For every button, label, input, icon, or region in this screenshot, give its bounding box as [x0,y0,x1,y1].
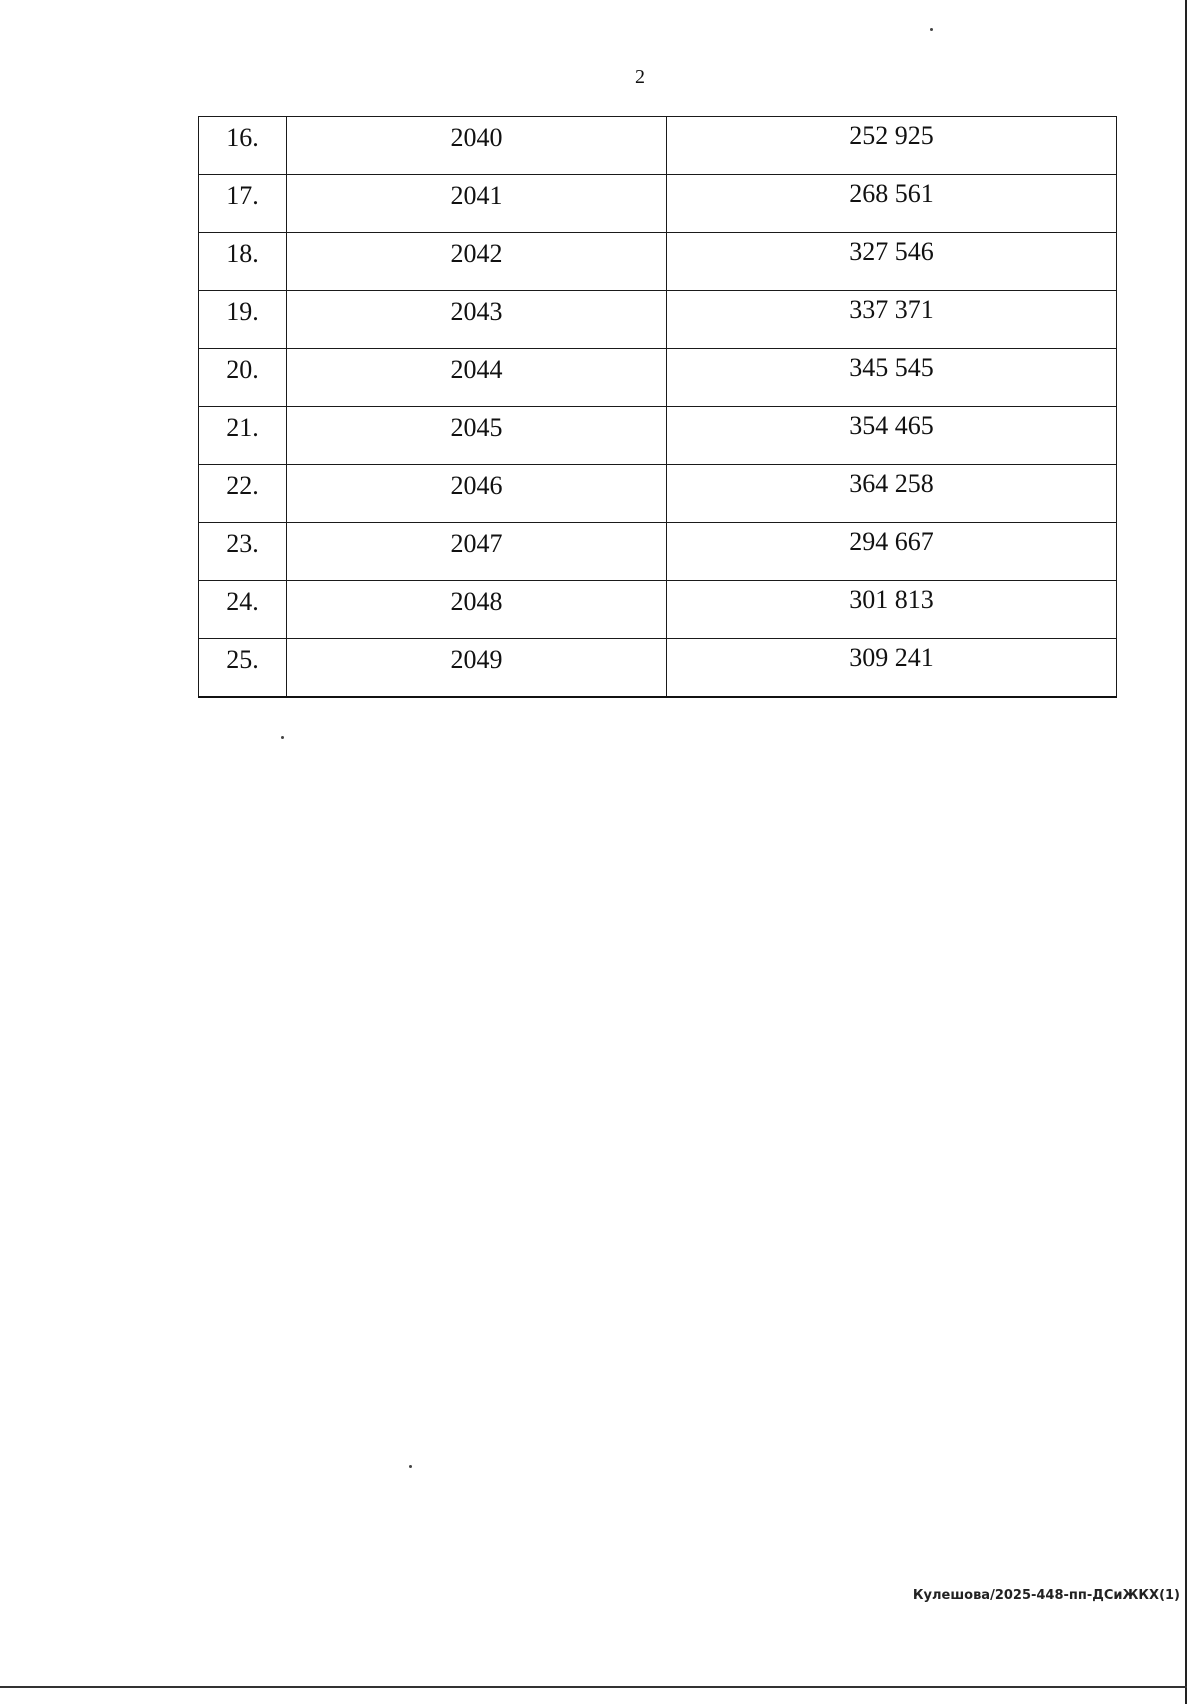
table-row [199,523,1117,581]
row-number-cell: 17. [199,175,287,233]
scan-speck [281,736,284,739]
year-cell: 2040 [287,117,667,175]
document-reference: Кулешова/2025-448-пп-ДСиЖКХ(1) [912,1588,1180,1603]
scan-edge-bottom [0,1686,1187,1688]
row-number-cell: 21. [199,407,287,465]
year-cell: 2042 [287,233,667,291]
table-row [199,233,1117,291]
value-cell: 294 667 [667,523,1117,581]
year-cell: 2045 [287,407,667,465]
table-row [199,175,1117,233]
table-body [199,117,1117,698]
table-row [199,407,1117,465]
value-cell: 327 546 [667,233,1117,291]
data-table [198,116,1117,698]
value-cell: 345 545 [667,349,1117,407]
year-cell: 2044 [287,349,667,407]
scan-speck [409,1465,412,1468]
row-number-cell: 25. [199,639,287,698]
row-number-cell: 19. [199,291,287,349]
table-row [199,465,1117,523]
row-number-cell: 22. [199,465,287,523]
value-cell: 354 465 [667,407,1117,465]
value-cell: 337 371 [667,291,1117,349]
row-number-cell: 23. [199,523,287,581]
scan-edge-right [1185,0,1187,1704]
table-row [199,117,1117,175]
value-cell: 364 258 [667,465,1117,523]
value-cell: 268 561 [667,175,1117,233]
row-number-cell: 20. [199,349,287,407]
scan-speck [930,28,933,31]
row-number-cell: 24. [199,581,287,639]
value-cell: 252 925 [667,117,1117,175]
page-number: 2 [635,66,645,88]
year-cell: 2048 [287,581,667,639]
value-cell: 301 813 [667,581,1117,639]
year-cell: 2046 [287,465,667,523]
table-row [199,291,1117,349]
row-number-cell: 16. [199,117,287,175]
value-cell: 309 241 [667,639,1117,698]
table-row [199,581,1117,639]
year-cell: 2049 [287,639,667,698]
row-number-cell: 18. [199,233,287,291]
table-row [199,639,1117,698]
year-cell: 2043 [287,291,667,349]
year-cell: 2041 [287,175,667,233]
year-cell: 2047 [287,523,667,581]
table-row [199,349,1117,407]
